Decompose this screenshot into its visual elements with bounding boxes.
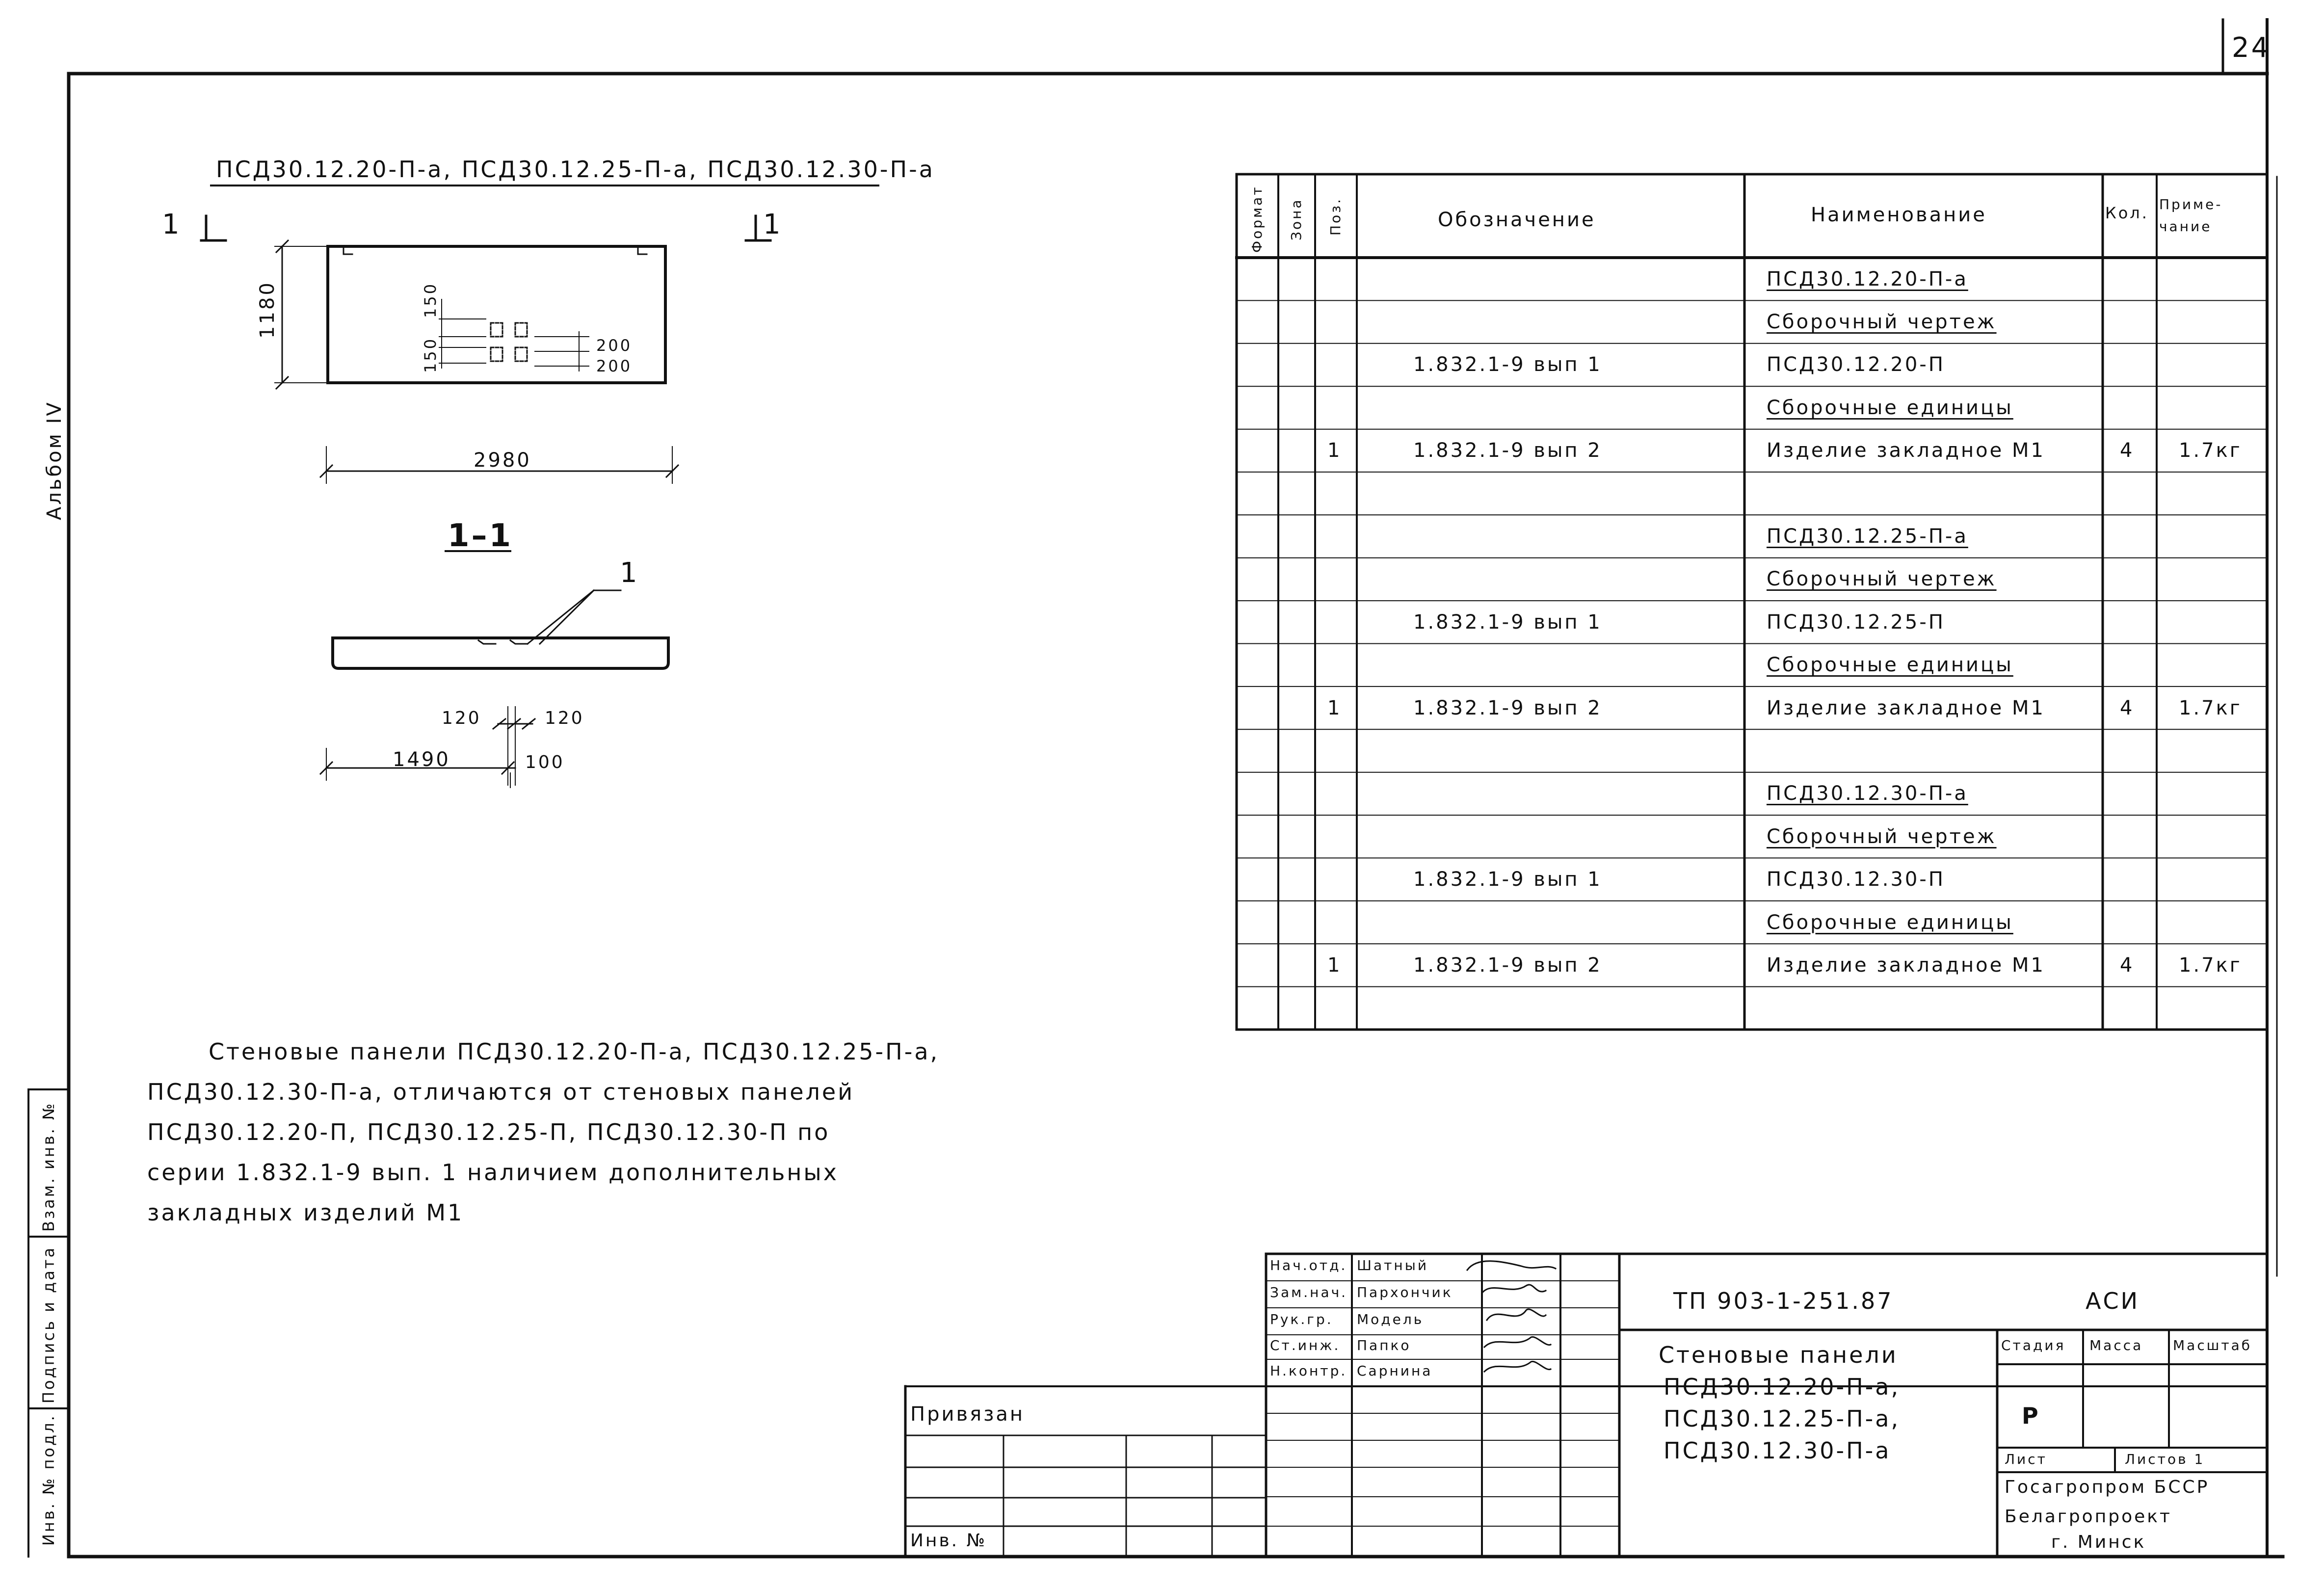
- qty-cell: 4: [2120, 953, 2135, 977]
- doc-code: ТП 903-1-251.87: [1673, 1288, 1894, 1314]
- insert-dim-v1: 150: [421, 282, 440, 318]
- qty-cell: 4: [2120, 696, 2135, 719]
- name-cell: Сборочные единицы: [1767, 396, 2013, 419]
- panel-list-header: ПСД30.12.20-П-а, ПСД30.12.25-П-а, ПСД30.12.30-П-а: [216, 156, 935, 183]
- inv-label: Инв. №: [910, 1531, 987, 1551]
- org-line: Белагропроект: [2005, 1507, 2172, 1527]
- insert-dim-h2: 200: [596, 357, 633, 375]
- bound-label: Привязан: [910, 1403, 1025, 1426]
- org-line: г. Минск: [2051, 1532, 2146, 1552]
- title-line: ПСД30.12.25-П-а,: [1664, 1405, 1901, 1432]
- stage-label: Стадия: [2001, 1337, 2066, 1353]
- role-label: Н.контр.: [1270, 1363, 1347, 1379]
- set-code: АСИ: [2086, 1288, 2139, 1314]
- section-dim-1490: 1490: [393, 748, 450, 771]
- section-mark-right: 1: [763, 209, 783, 240]
- page-number: 24: [2232, 32, 2271, 64]
- note-line: ПСД30.12.30-П-а, отличаются от стеновых панелей: [147, 1079, 855, 1105]
- note-line: Стеновые панели ПСД30.12.20-П-а, ПСД30.12.25-П-а,: [209, 1038, 940, 1065]
- margin-field-inv: Инв. № подл.: [39, 1414, 58, 1546]
- pos-cell: 1: [1327, 439, 1342, 462]
- name-cell: ПСД30.12.20-П: [1767, 353, 1945, 376]
- header-pos: Поз.: [1327, 197, 1344, 236]
- title-line: Стеновые панели: [1659, 1342, 1898, 1368]
- insert-dim-h1: 200: [596, 336, 633, 355]
- section-title: 1–1: [448, 518, 513, 554]
- qty-cell: 4: [2120, 439, 2135, 462]
- role-name: Шатный: [1357, 1257, 1429, 1273]
- title-line: ПСД30.12.30-П-а: [1664, 1437, 1891, 1464]
- name-cell: Сборочный чертеж: [1767, 311, 1997, 334]
- role-label: Рук.гр.: [1270, 1311, 1333, 1327]
- role-name: Пархончик: [1357, 1284, 1453, 1300]
- name-cell: ПСД30.12.30-П-а: [1767, 782, 1968, 805]
- role-label: Зам.нач.: [1270, 1284, 1348, 1300]
- margin-field-sign-date: Подпись и дата: [39, 1245, 58, 1403]
- scale-label: Масштаб: [2173, 1337, 2252, 1353]
- album-label: Альбом IV: [43, 400, 66, 520]
- title-line: ПСД30.12.20-П-а,: [1664, 1374, 1901, 1400]
- header-note: Приме-чание: [2159, 196, 2223, 235]
- section-dim-120-right: 120: [545, 708, 584, 728]
- name-cell: Сборочный чертеж: [1767, 568, 1997, 591]
- name-cell: ПСД30.12.20-П-а: [1767, 267, 1968, 291]
- header-zone: Зона: [1288, 198, 1304, 240]
- role-name: Папко: [1357, 1337, 1411, 1353]
- name-cell: Сборочный чертеж: [1767, 825, 1997, 848]
- designation-cell: 1.832.1-9 вып 2: [1413, 696, 1602, 719]
- name-cell: Изделие закладное М1: [1767, 439, 2045, 462]
- note-cell: 1.7кг: [2179, 696, 2242, 719]
- designation-cell: 1.832.1-9 вып 1: [1413, 610, 1602, 634]
- section-callout: 1: [620, 557, 639, 589]
- role-label: Нач.отд.: [1270, 1257, 1347, 1273]
- width-dimension: 2980: [474, 449, 531, 472]
- role-name: Модель: [1357, 1311, 1424, 1327]
- role-label: Ст.инж.: [1270, 1337, 1341, 1353]
- stage-value: Р: [2022, 1403, 2040, 1429]
- header-format: Формат: [1249, 185, 1265, 253]
- name-cell: Сборочные единицы: [1767, 654, 2013, 677]
- note-cell: 1.7кг: [2179, 439, 2242, 462]
- name-cell: Сборочные единицы: [1767, 911, 2013, 934]
- note-line: серии 1.832.1-9 вып. 1 наличием дополнительных: [147, 1159, 839, 1186]
- note-line: ПСД30.12.20-П, ПСД30.12.25-П, ПСД30.12.30-П по: [147, 1119, 830, 1145]
- insert-dim-v2: 150: [421, 337, 440, 373]
- designation-cell: 1.832.1-9 вып 2: [1413, 439, 1602, 462]
- sheets-label: Листов 1: [2125, 1451, 2205, 1467]
- designation-cell: 1.832.1-9 вып 1: [1413, 868, 1602, 891]
- sheet-label: Лист: [2005, 1451, 2047, 1467]
- header-qty: Кол.: [2105, 204, 2149, 222]
- section-mark-left: 1: [162, 209, 182, 240]
- name-cell: Изделие закладное М1: [1767, 953, 2045, 977]
- pos-cell: 1: [1327, 953, 1342, 977]
- height-dimension: 1180: [256, 281, 279, 339]
- margin-field-replace-inv: Взам. инв. №: [39, 1101, 58, 1232]
- mass-label: Масса: [2089, 1337, 2143, 1353]
- note-line: закладных изделий М1: [147, 1199, 464, 1226]
- header-name: Наименование: [1811, 204, 1987, 226]
- name-cell: ПСД30.12.25-П: [1767, 610, 1945, 634]
- org-line: Госагропром БССР: [2005, 1477, 2210, 1497]
- name-cell: ПСД30.12.30-П: [1767, 868, 1945, 891]
- header-designation: Обозначение: [1438, 209, 1596, 231]
- name-cell: Изделие закладное М1: [1767, 696, 2045, 719]
- section-dim-100: 100: [525, 752, 565, 772]
- designation-cell: 1.832.1-9 вып 1: [1413, 353, 1602, 376]
- pos-cell: 1: [1327, 696, 1342, 719]
- role-name: Сарнина: [1357, 1363, 1433, 1379]
- designation-cell: 1.832.1-9 вып 2: [1413, 953, 1602, 977]
- section-dim-120-left: 120: [442, 708, 481, 728]
- name-cell: ПСД30.12.25-П-а: [1767, 525, 1968, 548]
- note-cell: 1.7кг: [2179, 953, 2242, 977]
